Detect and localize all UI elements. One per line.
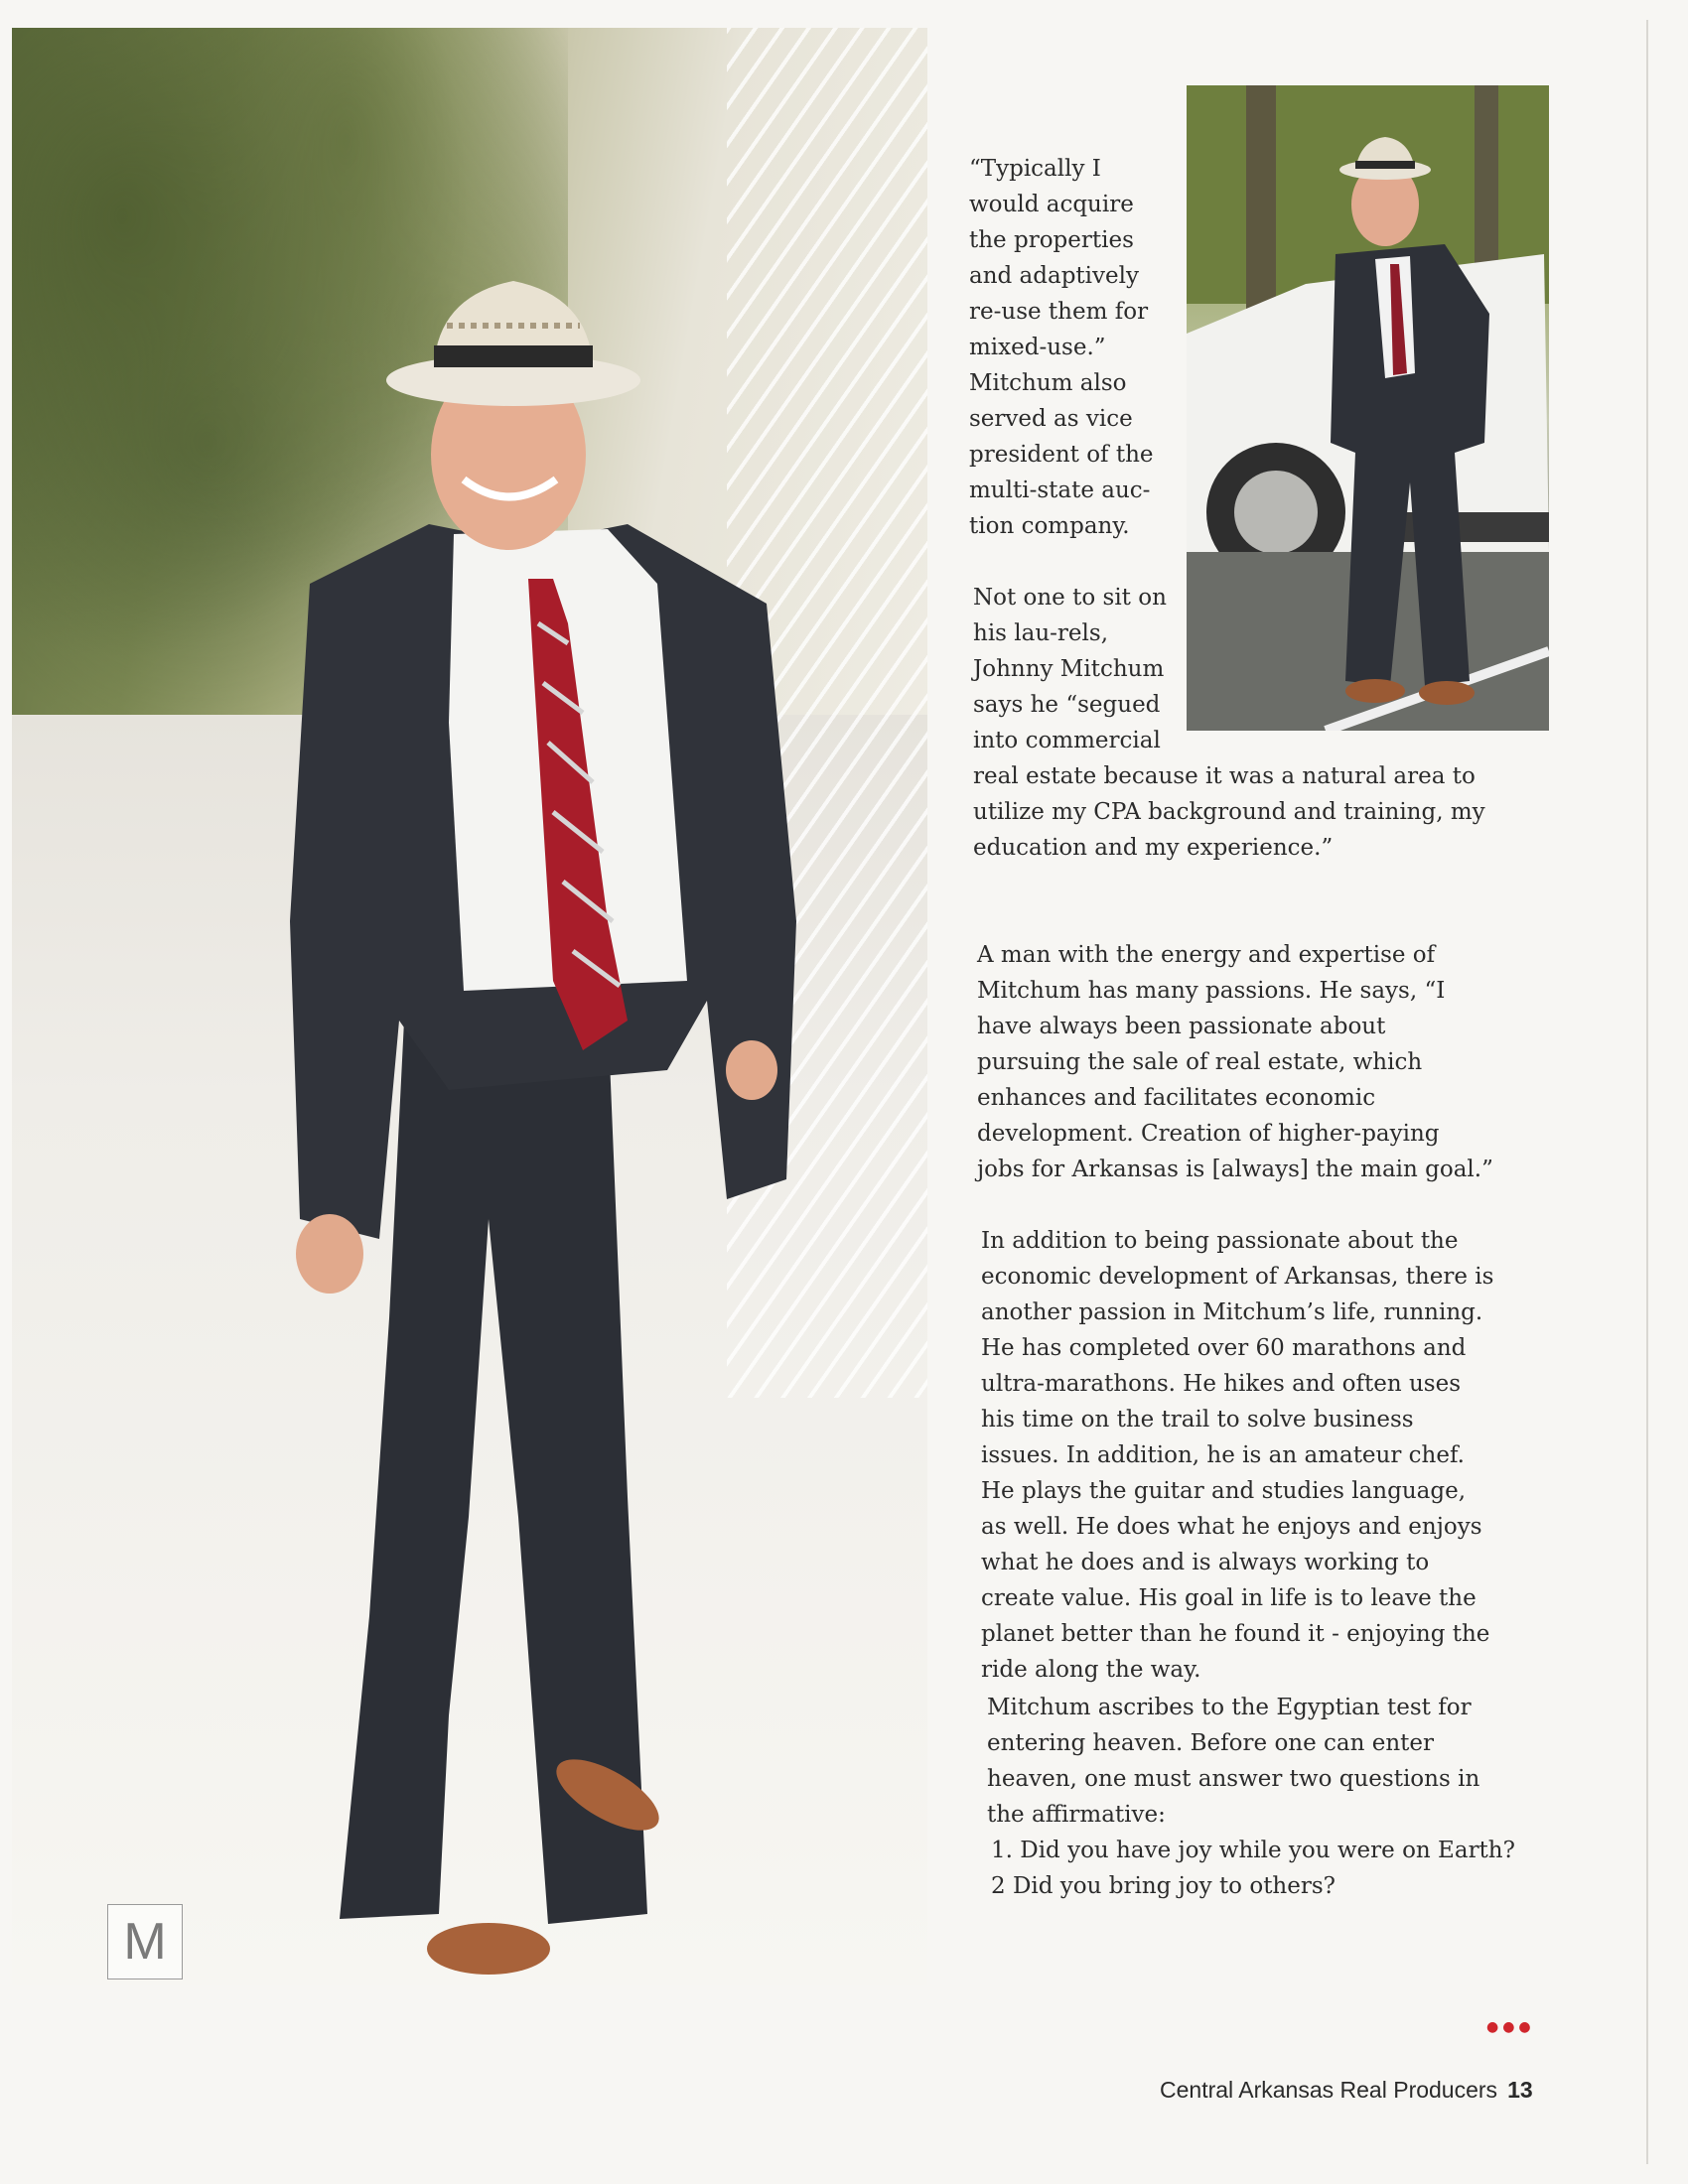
main-photo [12, 28, 927, 1985]
page-edge [1646, 20, 1648, 2164]
paragraph-2 [973, 580, 1489, 866]
page-footer [1160, 2077, 1533, 2104]
paragraph-3: A man with the energy and expertise of Mitchum has many passions. He says, “I have always been passionate about pursuing the sale of real estate, which enhances and facilitates economic development. Creation of higher-paying jobs for Arkansas is [always] the main goal.” [977, 942, 1493, 1182]
list-item: 2 Did you bring joy to others? [991, 1873, 1336, 1899]
paragraph-2-wrapped: Not one to sit on his lau-rels, Johnny Mitchum says he “segued into commercial [973, 585, 1167, 753]
paragraph-2-continued: real estate because it was a natural area to utilize my CPA background and training, my education and my experience.” [973, 763, 1485, 861]
page-number: 13 [1507, 2077, 1533, 2103]
question-list [991, 1833, 1547, 1904]
list-item: 1. Did you have joy while you were on Earth? [991, 1838, 1515, 1863]
man-in-suit [12, 28, 927, 1985]
decorative-dots-icon: ●●● [1486, 2019, 1535, 2035]
paragraph-5: Mitchum ascribes to the Egyptian test for entering heaven. Before one can enter heaven, one must answer two questions in the affirmative: [987, 1695, 1480, 1828]
paragraph-1: “Typically I would acquire the properties and adaptively re-use them for mixed-use.” Mitchum also served as vice president of the multi-state auc-tion company. [969, 156, 1154, 539]
publication-name: Central Arkansas Real Producers [1160, 2077, 1498, 2103]
paragraph-4: In addition to being passionate about the economic development of Arkansas, there is another passion in Mitchum’s life, running. He has completed over 60 marathons and ultra-marathons. He hikes and often uses his time on the trail to solve business issues. In addition, he is an amateur chef. He plays the guitar and studies language, as well. He does what he enjoys and enjoys what he does and is always working to create value. His goal in life is to leave the planet better than he found it - enjoying the ride along the way. [981, 1228, 1494, 1683]
photo-badge: M [107, 1904, 183, 1979]
